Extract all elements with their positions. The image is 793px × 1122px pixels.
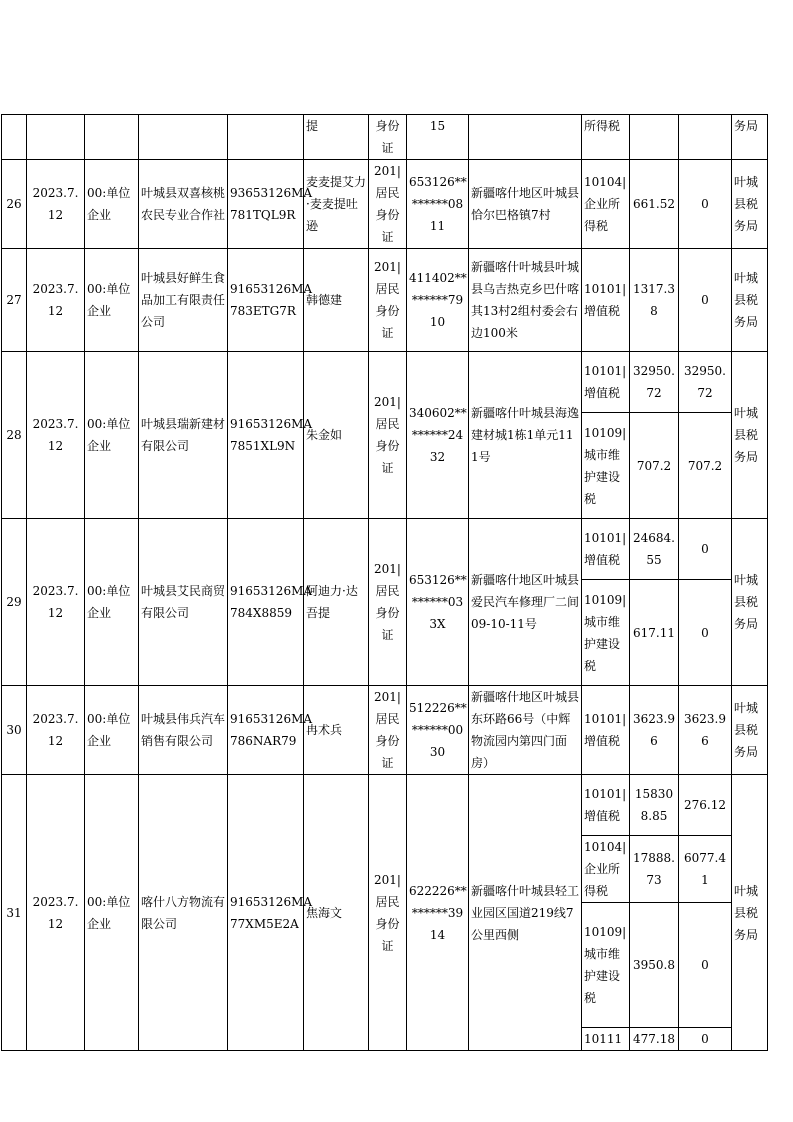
cell-amount: 158308.85 xyxy=(630,775,679,836)
cell-id-number-line: 653126** xyxy=(409,175,467,189)
cell-date-line: 12 xyxy=(47,916,64,931)
cell-taxpayer-name: 叶城县双喜核桃农民专业合作社 xyxy=(139,160,228,249)
cell-unit-type xyxy=(85,115,139,160)
cell-amount: 3950.8 xyxy=(630,903,679,1028)
table-row xyxy=(2,352,768,413)
cell-id-number-line: 340602** xyxy=(409,406,467,420)
cell-unit-type: 00:单位企业 xyxy=(85,686,139,775)
cell-credit-code xyxy=(228,519,313,686)
cell-legal-rep: 阿迪力·达吾提 xyxy=(304,519,369,686)
cell-credit-code xyxy=(228,775,313,1051)
cell-id-type: 201|居民身份证 xyxy=(369,249,407,352)
cell-date-line: 2023.7. xyxy=(32,282,79,296)
cell-authority: 叶城县税务局 xyxy=(732,686,768,775)
table-row xyxy=(2,686,768,775)
cell-id-number-line: ******24 xyxy=(411,428,464,442)
cell-id-number xyxy=(407,519,469,686)
cell-id-number-line: 14 xyxy=(429,927,446,942)
cell-legal-rep: 焦海文 xyxy=(304,775,369,1051)
cell-balance: 32950.72 xyxy=(679,352,732,413)
table-row xyxy=(2,249,768,352)
cell-id-number-line: 32 xyxy=(429,450,446,464)
cell-authority: 叶城县税务局 xyxy=(732,775,768,1051)
cell-balance: 0 xyxy=(679,249,732,352)
cell-balance: 0 xyxy=(679,519,732,580)
cell-credit-code xyxy=(228,249,313,352)
cell-credit-code xyxy=(228,686,313,775)
cell-id-number-line: 11 xyxy=(429,219,446,233)
cell-balance: 0 xyxy=(679,580,732,686)
cell-date xyxy=(27,115,85,160)
cell-amount: 1317.38 xyxy=(630,249,679,352)
cell-id-number-line: 512226** xyxy=(409,701,467,715)
cell-legal-rep: 提 xyxy=(304,115,369,160)
cell-address: 新疆喀什地区叶城县恰尔巴格镇7村 xyxy=(469,160,582,249)
cell-taxpayer-name: 叶城县好鲜生食品加工有限责任公司 xyxy=(139,249,228,352)
cell-credit-code-line: 781TQL9R xyxy=(230,208,296,222)
cell-id-number-line: ******39 xyxy=(411,905,464,920)
table-row xyxy=(2,519,768,580)
cell-no: 27 xyxy=(2,249,27,352)
cell-id-number-line: ******03 xyxy=(411,595,464,609)
cell-id-number xyxy=(407,775,469,1051)
cell-balance: 6077.41 xyxy=(679,836,732,903)
cell-credit-code xyxy=(228,352,313,519)
cell-authority: 叶城县税务局 xyxy=(732,352,768,519)
cell-tax-category: 10109|城市维护建设税 xyxy=(582,903,630,1028)
cell-credit-code-line: 786NAR79 xyxy=(230,734,297,748)
cell-taxpayer-name: 叶城县伟兵汽车销售有限公司 xyxy=(139,686,228,775)
cell-date xyxy=(27,249,85,352)
cell-id-number-line: ******79 xyxy=(411,293,464,307)
cell-amount: 707.2 xyxy=(630,413,679,519)
cell-date-line: 2023.7. xyxy=(32,584,79,598)
cell-date-line: 12 xyxy=(47,734,64,748)
cell-id-type: 201|居民身份证 xyxy=(369,775,407,1051)
cell-balance: 3623.96 xyxy=(679,686,732,775)
cell-balance: 0 xyxy=(679,903,732,1028)
cell-unit-type: 00:单位企业 xyxy=(85,352,139,519)
cell-unit-type: 00:单位企业 xyxy=(85,775,139,1051)
cell-id-number: 15 xyxy=(407,115,469,160)
cell-credit-code-line: 91653126MA xyxy=(230,282,313,296)
cell-date-line: 12 xyxy=(47,208,64,222)
cell-no: 30 xyxy=(2,686,27,775)
cell-address: 新疆喀什地区叶城县东环路66号（中辉物流园内第四门面房） xyxy=(469,686,582,775)
table-row xyxy=(2,160,768,249)
cell-no: 28 xyxy=(2,352,27,519)
cell-no: 31 xyxy=(2,775,27,1051)
cell-tax-category: 10111 xyxy=(582,1028,630,1051)
cell-address xyxy=(469,115,582,160)
cell-id-number-line: 30 xyxy=(429,745,446,759)
cell-amount: 17888.73 xyxy=(630,836,679,903)
cell-id-number xyxy=(407,249,469,352)
cell-amount: 3623.96 xyxy=(630,686,679,775)
cell-date-line: 12 xyxy=(47,304,64,318)
cell-tax-category: 10101|增值税 xyxy=(582,775,630,836)
cell-tax-category: 10101|增值税 xyxy=(582,249,630,352)
cell-no: 26 xyxy=(2,160,27,249)
cell-credit-code xyxy=(228,160,313,249)
cell-amount xyxy=(630,115,679,160)
cell-tax-category: 10104|企业所得税 xyxy=(582,160,630,249)
cell-id-number-line: 3X xyxy=(429,617,446,631)
cell-unit-type: 00:单位企业 xyxy=(85,519,139,686)
cell-date xyxy=(27,160,85,249)
table-row-continuation xyxy=(2,115,768,160)
cell-credit-code-line: 91653126MA xyxy=(230,894,313,909)
cell-date xyxy=(27,352,85,519)
cell-unit-type: 00:单位企业 xyxy=(85,160,139,249)
cell-address: 新疆喀什叶城县轻工业园区国道219线7公里西侧 xyxy=(469,775,582,1051)
cell-date-line: 2023.7. xyxy=(32,894,79,909)
table-row xyxy=(2,775,768,836)
cell-legal-rep: 韩德建 xyxy=(304,249,369,352)
cell-date xyxy=(27,775,85,1051)
cell-id-type: 201|居民身份证 xyxy=(369,519,407,686)
cell-credit-code-line: 93653126MA xyxy=(230,186,313,200)
cell-legal-rep: 麦麦提艾力·麦麦提吐逊 xyxy=(304,160,369,249)
cell-date-line: 2023.7. xyxy=(32,417,79,431)
cell-balance: 707.2 xyxy=(679,413,732,519)
cell-taxpayer-name: 喀什八方物流有限公司 xyxy=(139,775,228,1051)
cell-date-line: 12 xyxy=(47,606,64,620)
cell-authority: 叶城县税务局 xyxy=(732,160,768,249)
cell-tax-category: 10101|增值税 xyxy=(582,352,630,413)
cell-balance: 0 xyxy=(679,1028,732,1051)
cell-taxpayer-name: 叶城县瑞新建材有限公司 xyxy=(139,352,228,519)
cell-legal-rep: 冉术兵 xyxy=(304,686,369,775)
cell-credit-code-line: 77XM5E2A xyxy=(230,916,299,931)
cell-tax-category: 10109|城市维护建设税 xyxy=(582,413,630,519)
cell-amount: 24684.55 xyxy=(630,519,679,580)
cell-tax-category: 10104|企业所得税 xyxy=(582,836,630,903)
cell-id-number xyxy=(407,160,469,249)
cell-taxpayer-name xyxy=(139,115,228,160)
cell-id-type: 201|居民身份证 xyxy=(369,686,407,775)
cell-date xyxy=(27,519,85,686)
cell-tax-category: 所得税 xyxy=(582,115,630,160)
cell-amount: 32950.72 xyxy=(630,352,679,413)
cell-amount: 661.52 xyxy=(630,160,679,249)
cell-credit-code-line: 7851XL9N xyxy=(230,439,296,453)
cell-authority: 务局 xyxy=(732,115,768,160)
cell-authority: 叶城县税务局 xyxy=(732,249,768,352)
cell-date xyxy=(27,686,85,775)
cell-balance: 276.12 xyxy=(679,775,732,836)
cell-date-line: 2023.7. xyxy=(32,186,79,200)
cell-credit-code-line: 784X8859 xyxy=(230,606,292,620)
cell-id-number-line: 411402** xyxy=(409,271,467,285)
cell-id-number-line: 10 xyxy=(429,315,446,329)
cell-id-number xyxy=(407,686,469,775)
cell-id-type: 201|居民身份证 xyxy=(369,352,407,519)
cell-address: 新疆喀什叶城县海逸建材城1栋1单元111号 xyxy=(469,352,582,519)
cell-tax-category: 10101|增值税 xyxy=(582,686,630,775)
cell-credit-code-line: 91653126MA xyxy=(230,712,313,726)
cell-address: 新疆喀什地区叶城县爱民汽车修理厂二间09-10-11号 xyxy=(469,519,582,686)
cell-balance xyxy=(679,115,732,160)
cell-unit-type: 00:单位企业 xyxy=(85,249,139,352)
cell-date-line: 2023.7. xyxy=(32,712,79,726)
cell-tax-category: 10101|增值税 xyxy=(582,519,630,580)
cell-id-number xyxy=(407,352,469,519)
cell-id-type: 身份证 xyxy=(369,115,407,160)
cell-id-type: 201|居民身份证 xyxy=(369,160,407,249)
tax-arrears-table xyxy=(1,114,768,1051)
cell-id-number-line: ******00 xyxy=(411,723,464,737)
cell-amount: 617.11 xyxy=(630,580,679,686)
cell-id-number-line: 622226** xyxy=(409,883,467,898)
cell-date-line: 12 xyxy=(47,439,64,453)
cell-legal-rep: 朱金如 xyxy=(304,352,369,519)
cell-id-number-line: ******08 xyxy=(411,197,464,211)
cell-taxpayer-name: 叶城县艾民商贸有限公司 xyxy=(139,519,228,686)
cell-balance: 0 xyxy=(679,160,732,249)
cell-no: 29 xyxy=(2,519,27,686)
cell-no xyxy=(2,115,27,160)
cell-credit-code xyxy=(228,115,304,160)
cell-tax-category: 10109|城市维护建设税 xyxy=(582,580,630,686)
cell-credit-code-line: 91653126MA xyxy=(230,417,313,431)
cell-id-number-line: 653126** xyxy=(409,573,467,587)
cell-credit-code-line: 783ETG7R xyxy=(230,304,296,318)
cell-credit-code-line: 91653126MA xyxy=(230,584,313,598)
cell-address: 新疆喀什叶城县叶城县乌吉热克乡巴什喀其13村2组村委会右边100米 xyxy=(469,249,582,352)
cell-authority: 叶城县税务局 xyxy=(732,519,768,686)
cell-amount: 477.18 xyxy=(630,1028,679,1051)
